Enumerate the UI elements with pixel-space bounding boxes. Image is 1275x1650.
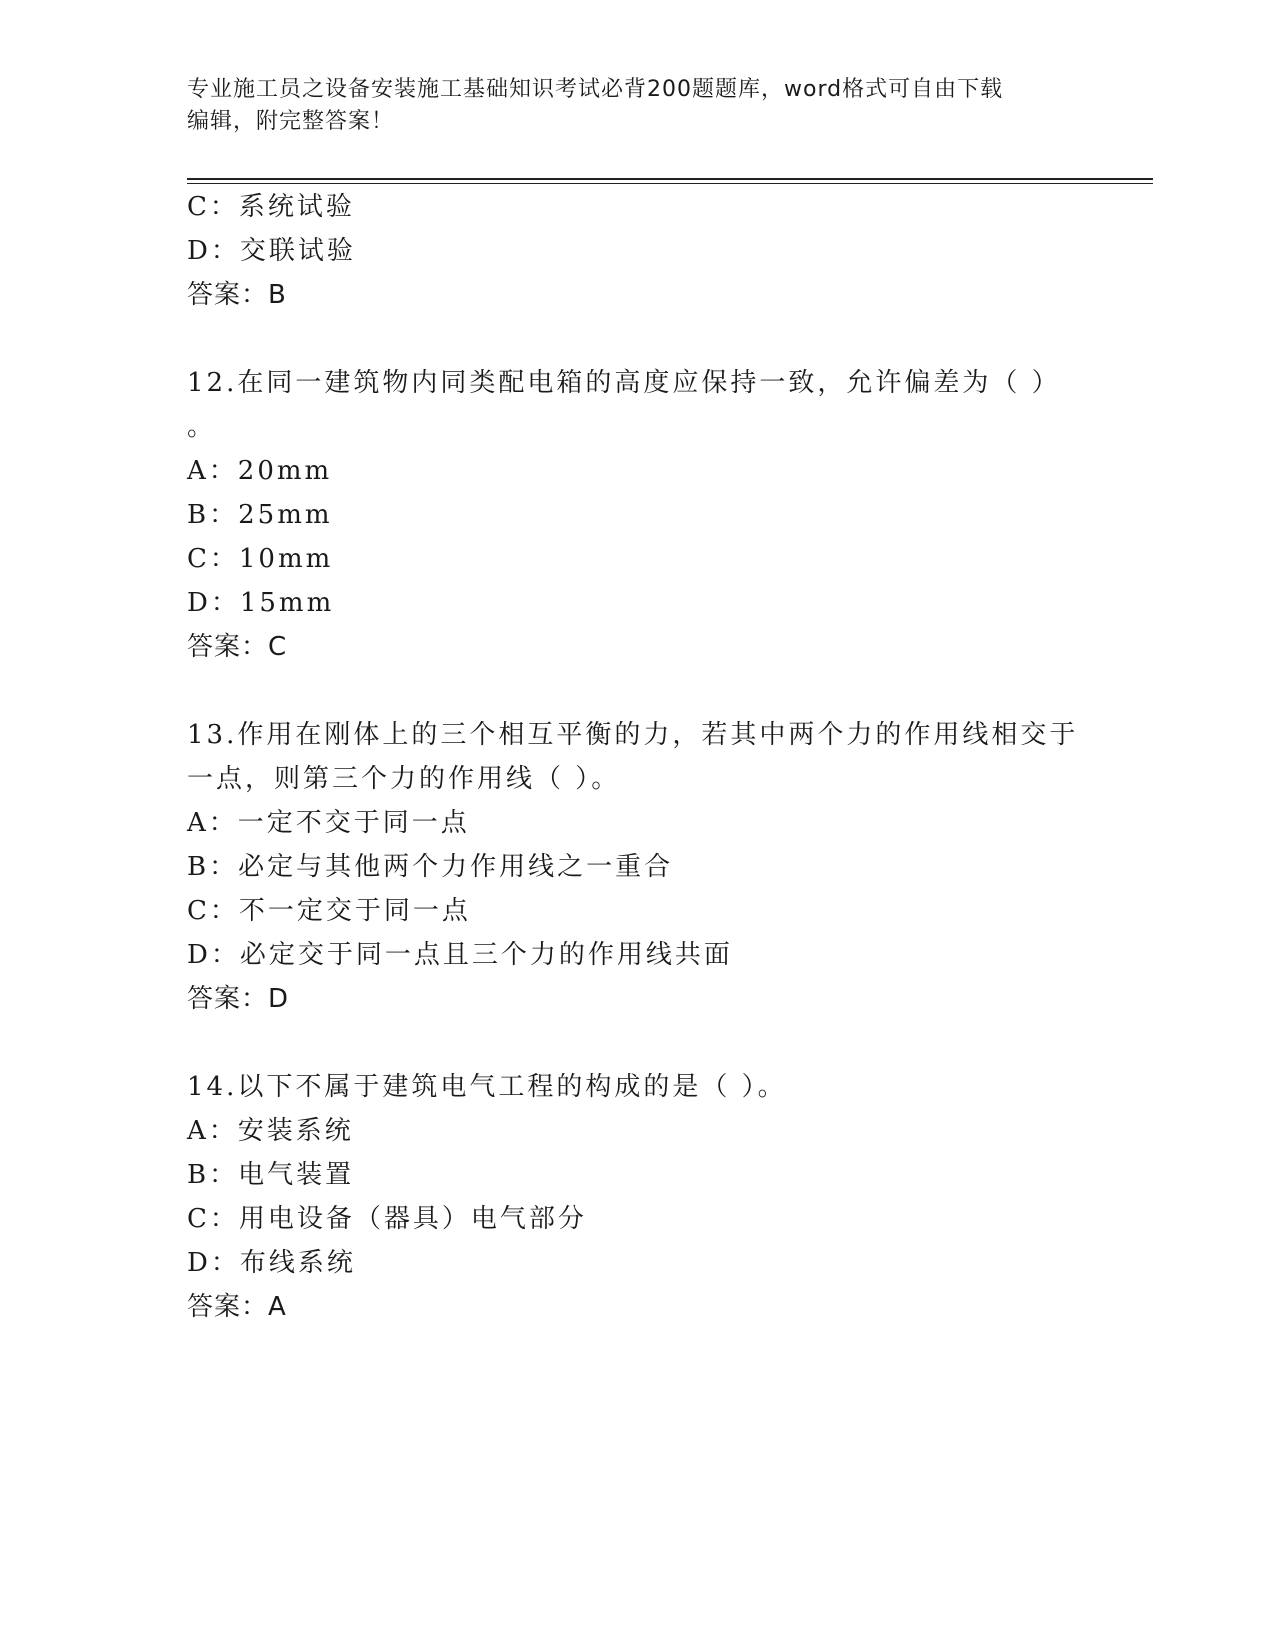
q14-stem-line-1: 14.以下不属于建筑电气工程的构成的是（ ）。 <box>187 1072 787 1102</box>
q12-answer: 答案：C <box>187 632 288 662</box>
q11-answer: 答案：B <box>187 280 287 310</box>
q14-option-c: C：用电设备（器具）电气部分 <box>187 1204 587 1234</box>
q14-option-a: A：安装系统 <box>187 1116 354 1146</box>
q14-option-d: D：布线系统 <box>187 1248 356 1278</box>
q13-stem-line-2: 一点，则第三个力的作用线（ ）。 <box>187 764 621 794</box>
q12-option-d: D：15mm <box>187 588 335 618</box>
q11-option-d: D：交联试验 <box>187 236 356 266</box>
q12-stem-line-1: 12.在同一建筑物内同类配电箱的高度应保持一致，允许偏差为（ ） <box>187 368 1061 398</box>
q12-stem-line-2: 。 <box>187 412 217 442</box>
q12-option-a: A：20mm <box>187 456 333 486</box>
q13-option-a: A：一定不交于同一点 <box>187 808 470 838</box>
header-divider-thin <box>187 183 1153 184</box>
q12-option-c: C：10mm <box>187 544 334 574</box>
header-divider-thick <box>187 178 1153 180</box>
q13-answer: 答案：D <box>187 984 290 1014</box>
q14-answer: 答案：A <box>187 1292 287 1322</box>
q13-option-d: D：必定交于同一点且三个力的作用线共面 <box>187 940 733 970</box>
q13-option-c: C：不一定交于同一点 <box>187 896 471 926</box>
q14-option-b: B：电气装置 <box>187 1160 355 1190</box>
q13-stem-line-1: 13.作用在刚体上的三个相互平衡的力，若其中两个力的作用线相交于 <box>187 720 1079 750</box>
q11-option-c: C：系统试验 <box>187 192 355 222</box>
header-line-2: 编辑，附完整答案！ <box>187 109 395 134</box>
q12-option-b: B：25mm <box>187 500 333 530</box>
header-line-1: 专业施工员之设备安装施工基础知识考试必背200题题库，word格式可自由下载 <box>187 77 1004 102</box>
q13-option-b: B：必定与其他两个力作用线之一重合 <box>187 852 674 882</box>
document-header <box>187 74 1087 138</box>
